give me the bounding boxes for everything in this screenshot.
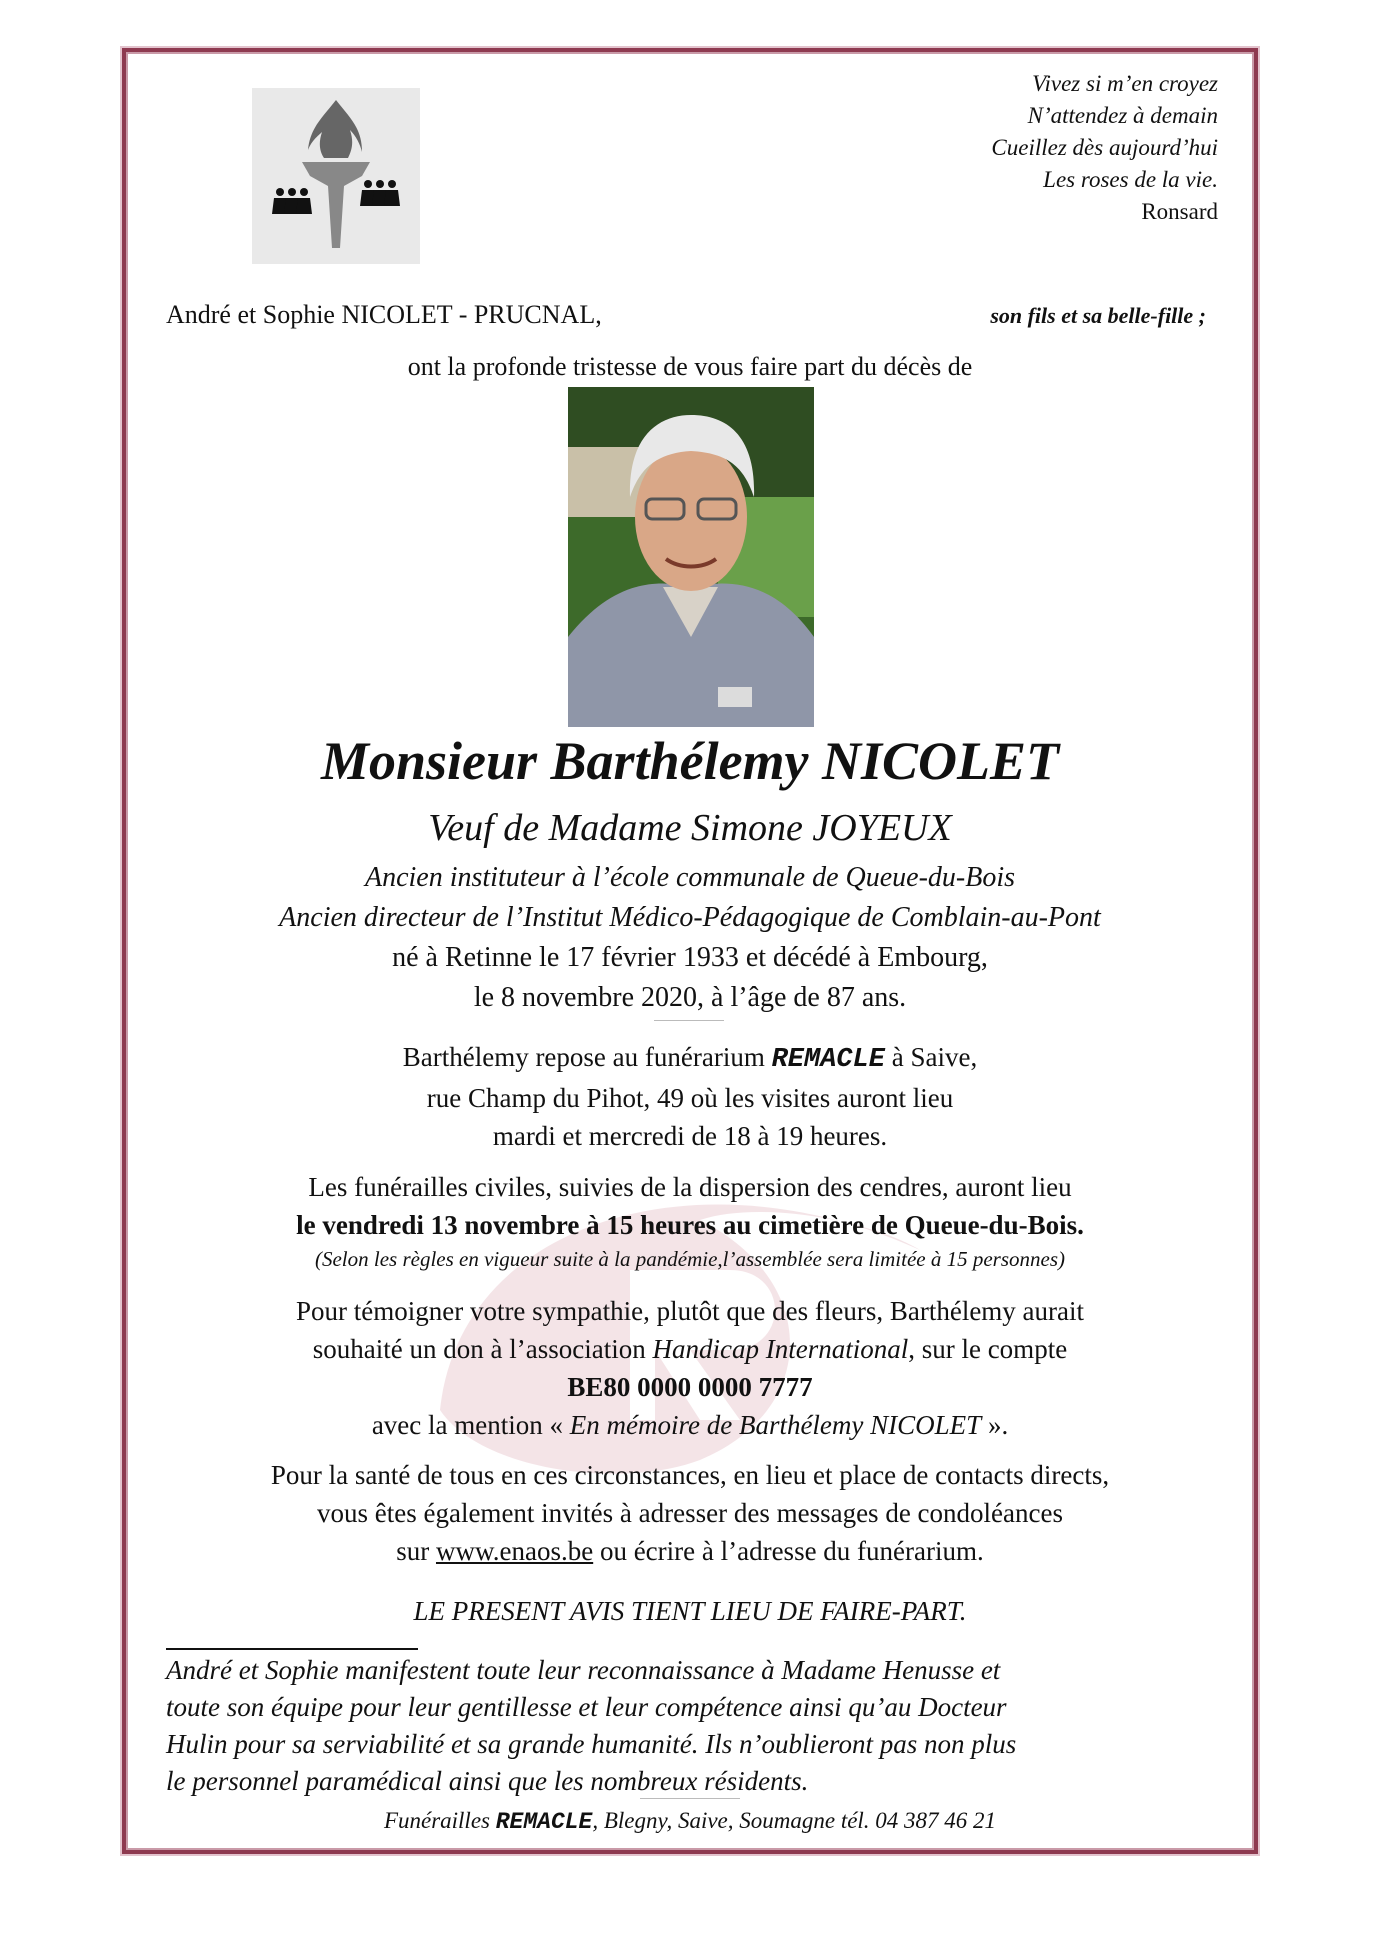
donation-line-1: Pour témoigner votre sympathie, plutôt que des fleurs, Barthélemy aurait: [295, 1296, 1085, 1326]
career-line: Ancien instituteur à l’école communale de Queue-du-Bois: [364, 862, 1016, 893]
donation-line-4: [122, 1406, 1258, 1444]
health-line-2: vous êtes également invités à adresser des messages de condoléances: [317, 1498, 1063, 1528]
footer: [122, 1808, 1258, 1835]
poem-line: Les roses de la vie.: [1043, 167, 1218, 192]
poem: [991, 68, 1218, 228]
health-line-1: Pour la santé de tous en ces circonstances, en lieu et place de contacts directs,: [270, 1460, 1110, 1490]
separator: [640, 1798, 740, 1799]
funeral-date-line: le vendredi 13 novembre à 15 heures au cimetière de Queue-du-Bois.: [296, 1210, 1084, 1240]
career-line: Ancien directeur de l’Institut Médico-Pédagogique de Comblain-au-Pont: [279, 902, 1101, 933]
deceased-portrait: [568, 387, 814, 727]
funeral-note: (Selon les règles en vigueur suite à la pandémie,l’assemblée sera limitée à 15 personnes): [314, 1247, 1065, 1271]
torch-logo: [252, 88, 420, 264]
rest-text: à Saive,: [885, 1042, 978, 1072]
announcer-relation: son fils et sa belle-fille ;: [990, 303, 1206, 328]
donation-section: [122, 1292, 1258, 1444]
thanks-rule: [166, 1648, 418, 1650]
rest-line-3: mardi et mercredi de 18 à 19 heures.: [492, 1121, 888, 1151]
health-text: ou écrire à l’adresse du funérarium.: [593, 1536, 984, 1566]
donation-text: avec la mention «: [371, 1410, 570, 1440]
thanks-line: André et Sophie manifestent toute leur reconnaissance à Madame Henusse et: [166, 1655, 1001, 1685]
intro-text: ont la profonde tristesse de vous faire part du décès de: [407, 352, 973, 381]
funeral-home-name: REMACLE: [771, 1045, 886, 1075]
footer-text: Funérailles: [383, 1808, 496, 1833]
poem-author: Ronsard: [1141, 199, 1218, 224]
thanks-line: le personnel paramédical ainsi que les nombreux résidents.: [166, 1766, 809, 1796]
rest-line-1: [122, 1038, 1258, 1079]
funeral-section: [122, 1168, 1258, 1274]
bank-account: BE80 0000 0000 7777: [567, 1372, 813, 1402]
footer-contact: , Blegny, Saive, Soumagne tél. 04 387 46 21: [592, 1808, 997, 1833]
separator: [654, 1020, 724, 1021]
donation-text: ».: [981, 1410, 1009, 1440]
donation-text: souhaité un don à l’association: [312, 1334, 653, 1364]
enaos-link[interactable]: www.enaos.be: [435, 1536, 594, 1566]
thanks-section: [166, 1652, 1206, 1800]
thanks-line: Hulin pour sa serviabilité et sa grande humanité. Ils n’oublieront pas non plus: [166, 1729, 1017, 1759]
announcer-names: André et Sophie NICOLET - PRUCNAL,: [166, 300, 602, 329]
donation-text: , sur le compte: [908, 1334, 1068, 1364]
widow-of: Veuf de Madame Simone JOYEUX: [428, 807, 952, 849]
rest-line-2: rue Champ du Pihot, 49 où les visites auront lieu: [426, 1083, 954, 1113]
deceased-name: Monsieur Barthélemy NICOLET: [320, 731, 1060, 791]
poem-line: Vivez si m’en croyez: [1032, 71, 1218, 96]
thanks-line: toute son équipe pour leur gentillesse et leur compétence ainsi qu’au Docteur: [166, 1692, 1007, 1722]
date-age-line: le 8 novembre 2020, à l’âge de 87 ans.: [473, 982, 907, 1013]
funeral-line-1: Les funérailles civiles, suivies de la dispersion des cendres, auront lieu: [308, 1172, 1072, 1202]
rest-text: Barthélemy repose au funérarium: [402, 1042, 772, 1072]
health-section: [122, 1456, 1258, 1570]
footer-brand: REMACLE: [495, 1809, 593, 1835]
donation-mention: En mémoire de Barthélemy NICOLET: [569, 1410, 982, 1440]
rest-section: [122, 1038, 1258, 1155]
poem-line: N’attendez à demain: [1027, 103, 1218, 128]
donation-line-2: [122, 1330, 1258, 1368]
birth-death-line: né à Retinne le 17 février 1933 et décédé à Embourg,: [392, 942, 988, 973]
deceased-details: [122, 858, 1258, 1018]
poem-line: Cueillez dès aujourd’hui: [991, 135, 1218, 160]
association-name: Handicap International: [652, 1334, 909, 1364]
health-line-3: [122, 1532, 1258, 1570]
notice-text: LE PRESENT AVIS TIENT LIEU DE FAIRE-PART.: [413, 1596, 967, 1626]
health-text: sur: [396, 1536, 436, 1566]
